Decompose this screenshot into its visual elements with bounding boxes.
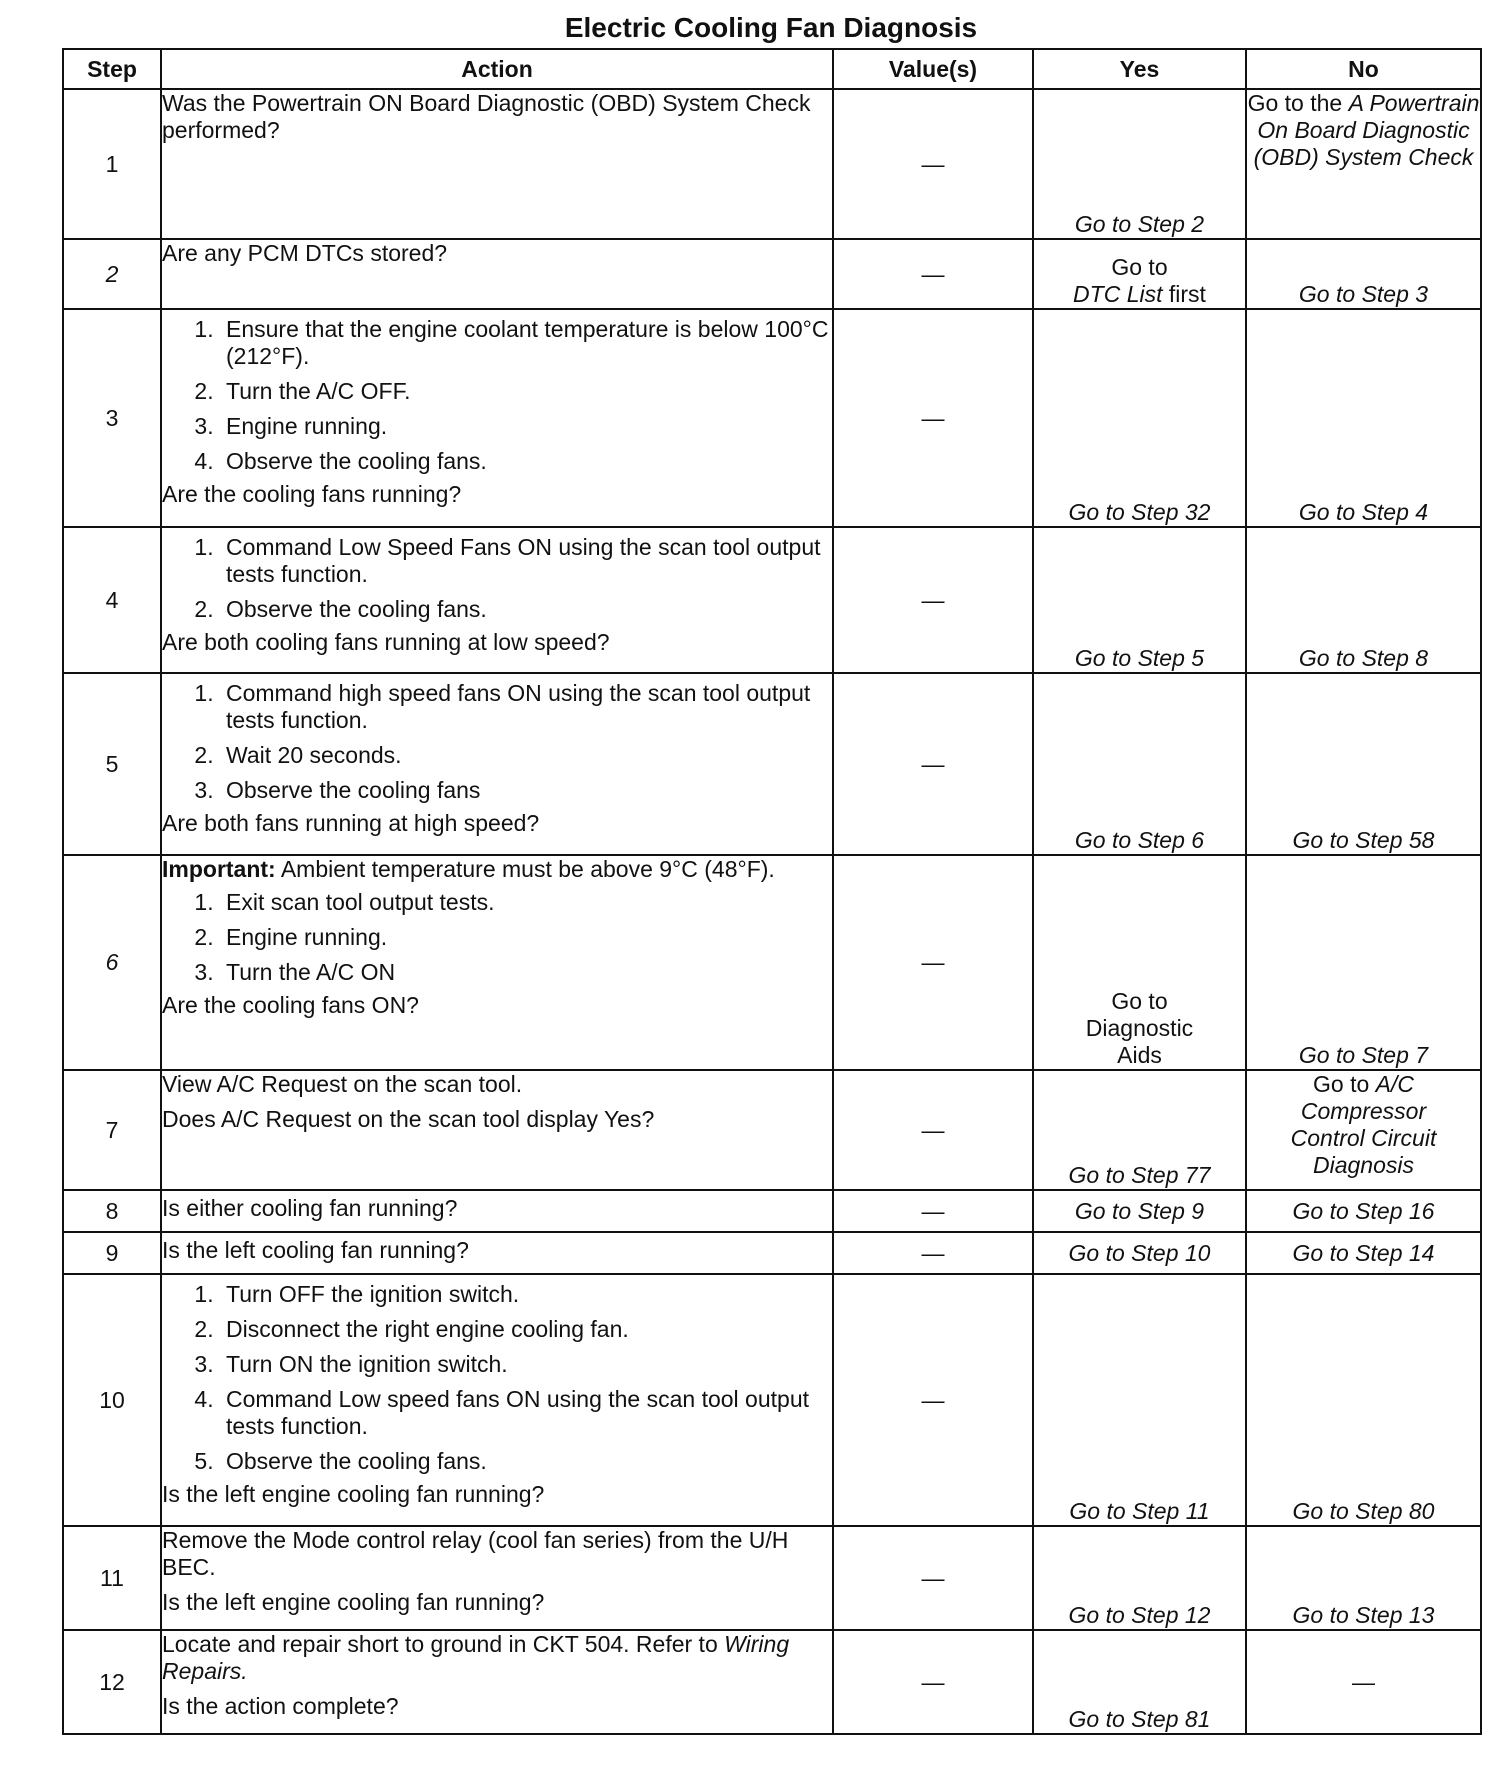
header-yes: Yes [1033, 49, 1246, 89]
table-row [63, 1274, 1481, 1526]
action-cell [161, 1232, 833, 1274]
header-action: Action [161, 49, 833, 89]
list-item: 1. Command Low Speed Fans ON using the scan tool output tests function. [220, 534, 832, 588]
action-text: View A/C Request on the scan tool. [162, 1071, 523, 1097]
action-question: Are the cooling fans running? [162, 481, 462, 507]
no-cell: Go to Step 8 [1246, 527, 1481, 673]
yes-cell: Go to Step 32 [1033, 309, 1246, 527]
step-number: 9 [63, 1232, 161, 1274]
list-item: 1. Turn OFF the ignition switch. [220, 1281, 832, 1308]
table-row [63, 1526, 1481, 1630]
action-steps-list [162, 316, 832, 475]
action-question: Are both cooling fans running at low speed? [162, 629, 610, 655]
yes-text: Go to [1111, 254, 1168, 280]
action-steps-list [162, 889, 832, 986]
yes-cell: Go to Step 10 [1033, 1232, 1246, 1274]
yes-cell: Go to Step 5 [1033, 527, 1246, 673]
no-text: Go to the [1247, 90, 1349, 116]
no-cell: Go to Step 58 [1246, 673, 1481, 855]
yes-text-suffix: first [1162, 281, 1206, 307]
action-text [162, 1631, 832, 1685]
header-step: Step [63, 49, 161, 89]
no-cell [1246, 89, 1481, 239]
header-values: Value(s) [833, 49, 1033, 89]
action-cell [161, 1630, 833, 1734]
value-cell: — [833, 309, 1033, 527]
value-cell: — [833, 1274, 1033, 1526]
table-row [63, 1070, 1481, 1190]
list-item: 3. Turn the A/C ON [220, 959, 832, 986]
action-text: Remove the Mode control relay (cool fan series) from the U/H BEC. [162, 1527, 789, 1580]
yes-cell: Go to Step 9 [1033, 1190, 1246, 1232]
list-item: 2. Disconnect the right engine cooling fan. [220, 1316, 832, 1343]
action-steps-list [162, 1281, 832, 1475]
action-cell [161, 1190, 833, 1232]
list-item: 3. Engine running. [220, 413, 832, 440]
step-number: 8 [63, 1190, 161, 1232]
no-cell: Go to Step 7 [1246, 855, 1481, 1070]
important-note [162, 856, 832, 883]
action-cell [161, 1526, 833, 1630]
table-row [63, 673, 1481, 855]
list-item: 3. Turn ON the ignition switch. [220, 1351, 832, 1378]
header-row [63, 49, 1481, 89]
yes-cell: Go to Step 77 [1033, 1070, 1246, 1190]
action-cell [161, 527, 833, 673]
no-cell: Go to Step 80 [1246, 1274, 1481, 1526]
list-item: 1. Command high speed fans ON using the scan tool output tests function. [220, 680, 832, 734]
value-cell: — [833, 673, 1033, 855]
value-cell: — [833, 1526, 1033, 1630]
yes-cell: Go to Step 2 [1033, 89, 1246, 239]
action-question: Is the left engine cooling fan running? [162, 1589, 545, 1615]
table-row [63, 89, 1481, 239]
no-cell: Go to Step 13 [1246, 1526, 1481, 1630]
step-number: 12 [63, 1630, 161, 1734]
table-row [63, 855, 1481, 1070]
no-cell: Go to Step 14 [1246, 1232, 1481, 1274]
action-question: Is the action complete? [162, 1693, 399, 1719]
step-number: 7 [63, 1070, 161, 1190]
value-cell: — [833, 1070, 1033, 1190]
page-title: Electric Cooling Fan Diagnosis [564, 12, 978, 43]
step-number: 5 [63, 673, 161, 855]
no-cell: Go to Step 16 [1246, 1190, 1481, 1232]
step-number: 3 [63, 309, 161, 527]
step-number: 1 [63, 89, 161, 239]
list-item: 2. Turn the A/C OFF. [220, 378, 832, 405]
value-cell: — [833, 527, 1033, 673]
list-item: 2. Observe the cooling fans. [220, 596, 832, 623]
action-question: Are the cooling fans ON? [162, 992, 419, 1018]
yes-cell: Go to Step 81 [1033, 1630, 1246, 1734]
list-item: 1. Ensure that the engine coolant temperature is below 100°C (212°F). [220, 316, 832, 370]
table-row [63, 1630, 1481, 1734]
no-cell: — [1246, 1630, 1481, 1734]
diagnosis-table [62, 48, 1482, 1735]
list-item: 4. Observe the cooling fans. [220, 448, 832, 475]
table-row [63, 239, 1481, 309]
action-question: Does A/C Request on the scan tool display Yes? [162, 1106, 655, 1132]
action-question: Is the left engine cooling fan running? [162, 1481, 545, 1507]
step-number: 6 [63, 855, 161, 1070]
yes-cell: Go to Step 11 [1033, 1274, 1246, 1526]
action-steps-list [162, 680, 832, 804]
step-number: 2 [63, 239, 161, 309]
important-label: Important: [162, 856, 276, 882]
action-text: Is the left cooling fan running? [162, 1237, 469, 1263]
table-row [63, 1190, 1481, 1232]
table-row [63, 1232, 1481, 1274]
list-item: 3. Observe the cooling fans [220, 777, 832, 804]
value-cell: — [833, 1190, 1033, 1232]
list-item: 5. Observe the cooling fans. [220, 1448, 832, 1475]
no-text: Go to [1313, 1071, 1376, 1097]
no-link-text: A/C Compressor Control Circuit Diagnosis [1290, 1071, 1437, 1178]
table-row [63, 527, 1481, 673]
important-text: Ambient temperature must be above 9°C (48°F). [275, 856, 775, 882]
value-cell: — [833, 89, 1033, 239]
action-cell [161, 1274, 833, 1526]
action-text: Are any PCM DTCs stored? [162, 240, 448, 266]
action-text-lead: Locate and repair short to ground in CKT 504. Refer to [162, 1631, 725, 1657]
no-cell: Go to Step 4 [1246, 309, 1481, 527]
no-cell: Go to Step 3 [1246, 239, 1481, 309]
action-cell [161, 309, 833, 527]
value-cell: — [833, 239, 1033, 309]
yes-cell: Go to Step 6 [1033, 673, 1246, 855]
value-cell: — [833, 1232, 1033, 1274]
value-cell: — [833, 855, 1033, 1070]
action-cell [161, 239, 833, 309]
action-question: Are both fans running at high speed? [162, 810, 540, 836]
action-cell [161, 89, 833, 239]
no-link-text: A Powertrain On Board Diagnostic (OBD) System Check [1253, 90, 1480, 170]
table-row [63, 309, 1481, 527]
yes-link-text: DTC List [1073, 281, 1163, 307]
step-number: 10 [63, 1274, 161, 1526]
list-item: 1. Exit scan tool output tests. [220, 889, 832, 916]
action-steps-list [162, 534, 832, 623]
action-cell [161, 855, 833, 1070]
step-number: 4 [63, 527, 161, 673]
list-item: 4. Command Low speed fans ON using the scan tool output tests function. [220, 1386, 832, 1440]
no-cell [1246, 1070, 1481, 1190]
step-number: 11 [63, 1526, 161, 1630]
value-cell: — [833, 1630, 1033, 1734]
yes-cell: Go to Step 12 [1033, 1526, 1246, 1630]
yes-cell: Go to Diagnostic Aids [1033, 855, 1246, 1070]
wiring-repairs-reference: Wiring Repairs. [162, 1631, 790, 1684]
header-no: No [1246, 49, 1481, 89]
list-item: 2. Wait 20 seconds. [220, 742, 832, 769]
action-cell [161, 673, 833, 855]
action-text: Is either cooling fan running? [162, 1195, 458, 1221]
action-text: Was the Powertrain ON Board Diagnostic (OBD) System Check performed? [162, 90, 811, 143]
list-item: 2. Engine running. [220, 924, 832, 951]
action-cell [161, 1070, 833, 1190]
yes-cell [1033, 239, 1246, 309]
